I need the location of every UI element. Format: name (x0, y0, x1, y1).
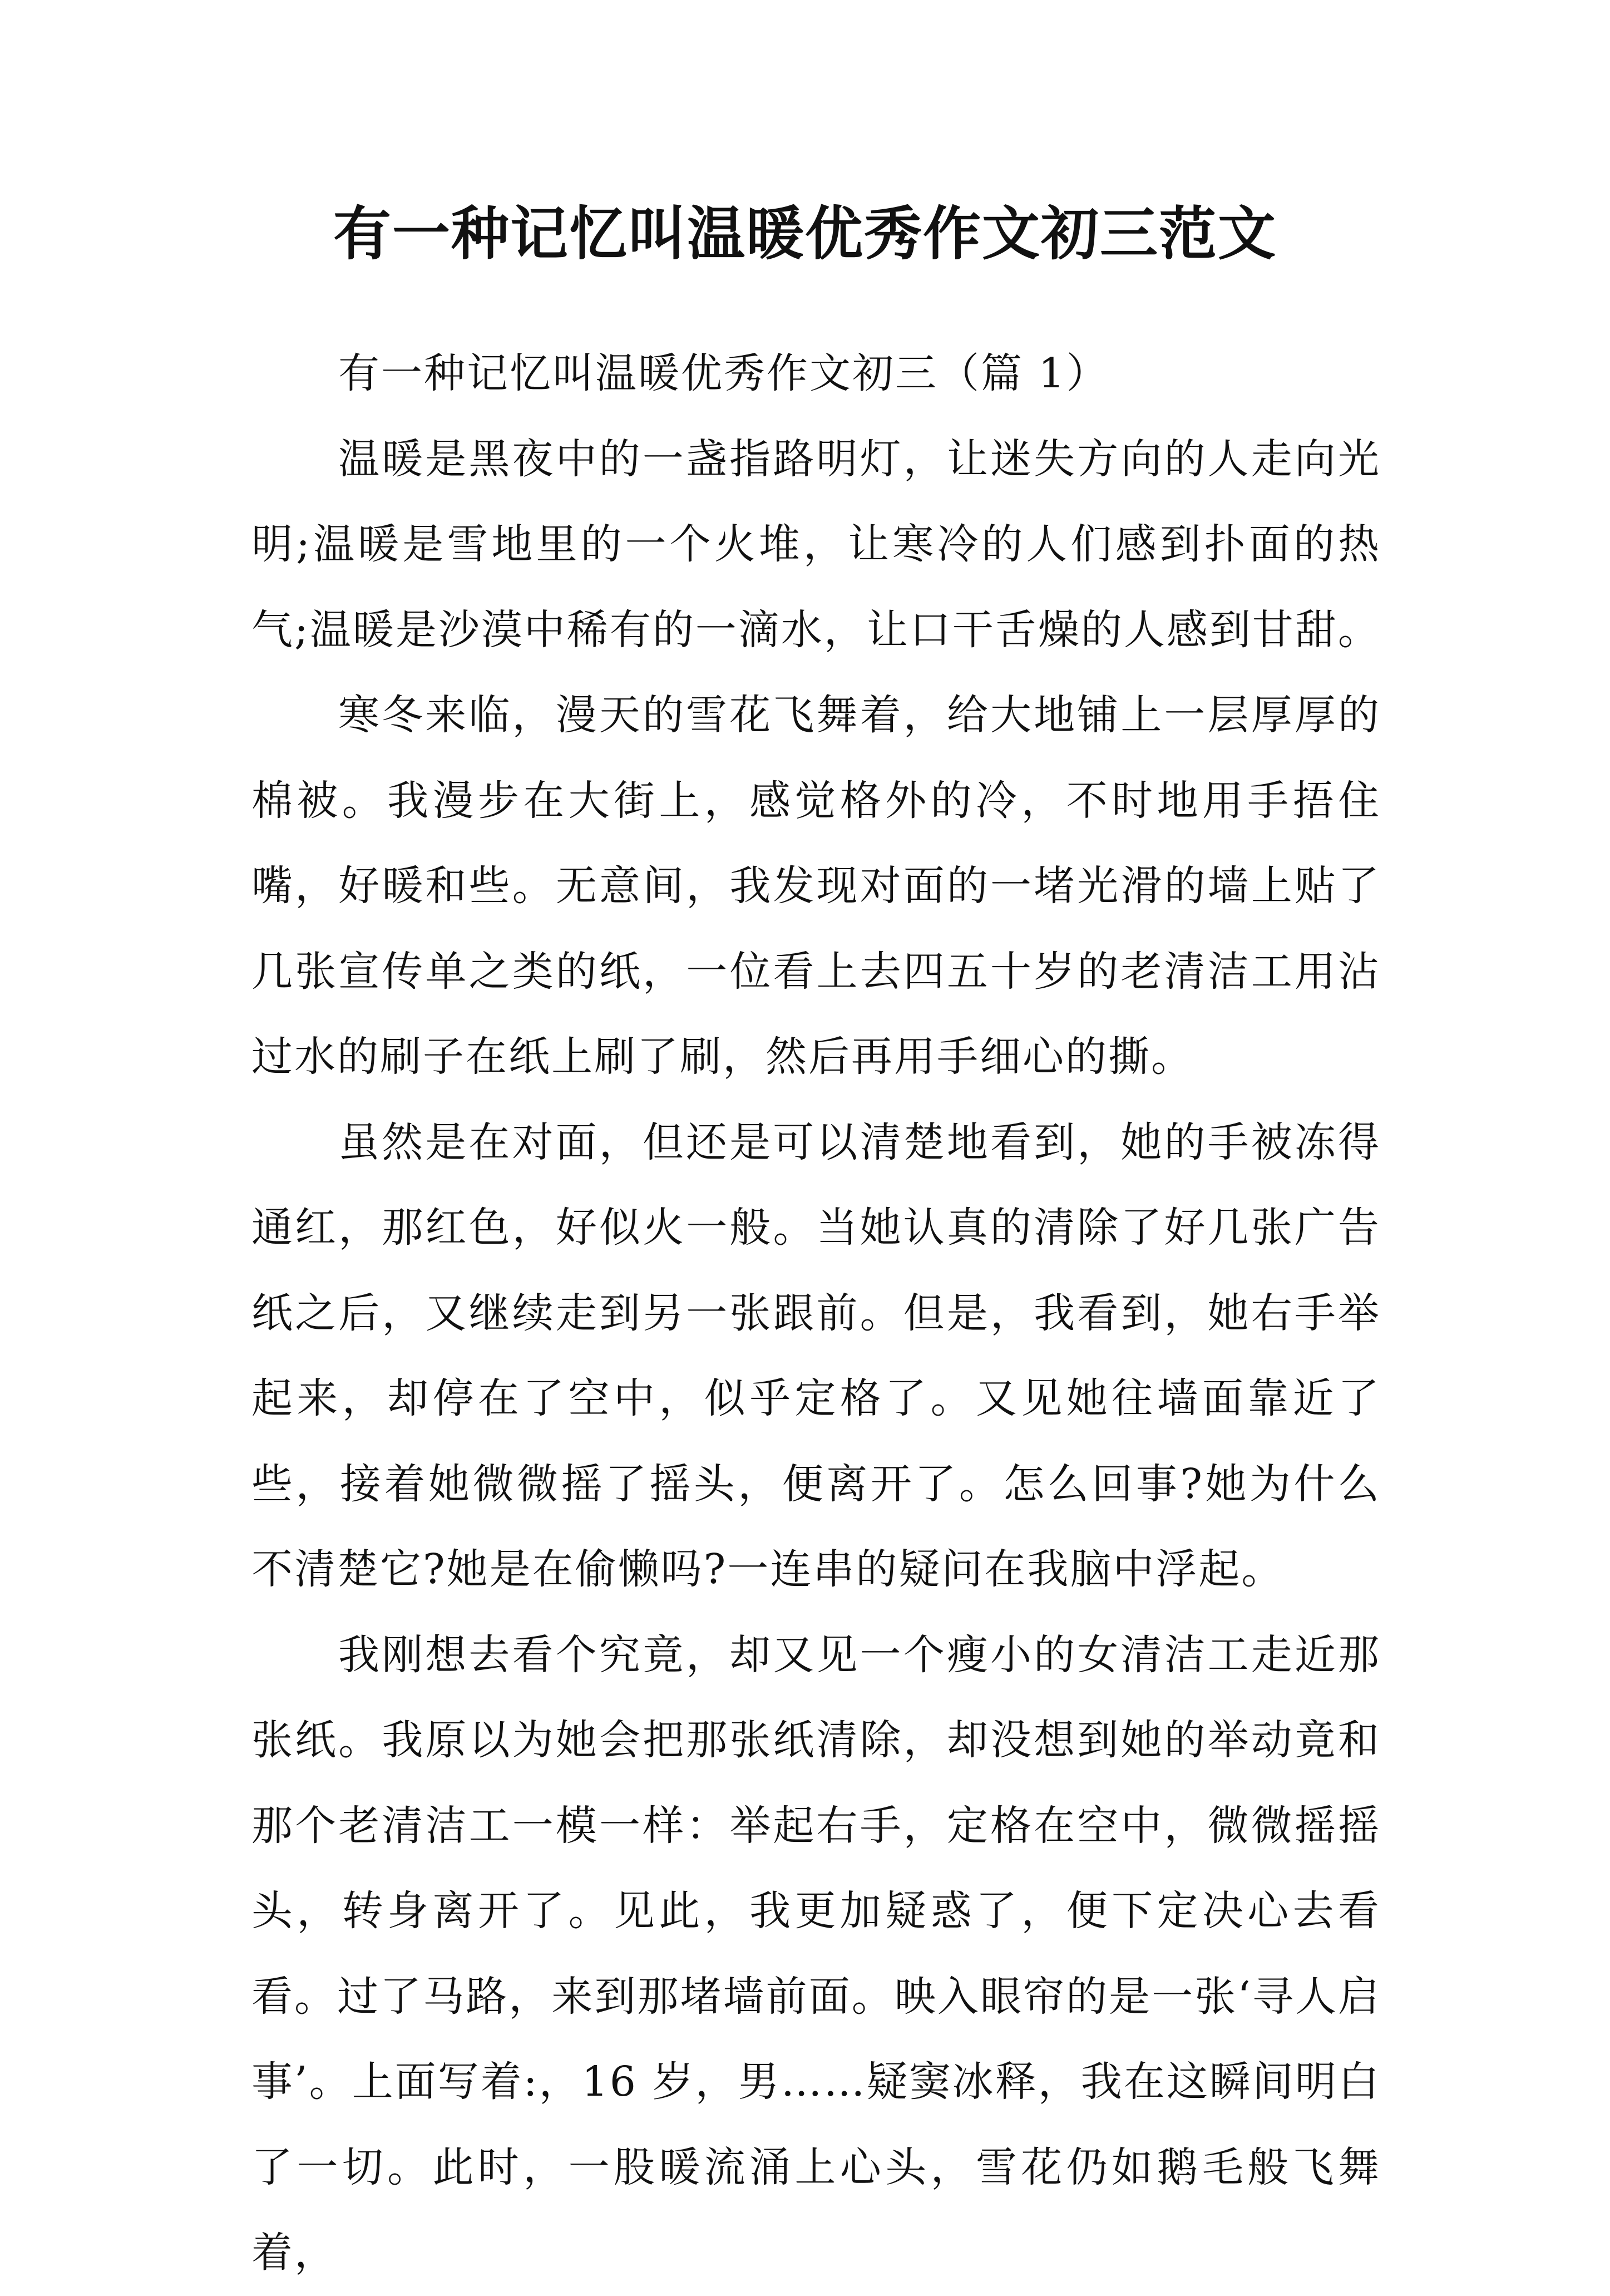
paragraph-1: 温暖是黑夜中的一盏指路明灯，让迷失方向的人走向光明;温暖是雪地里的一个火堆，让寒冷的人们感到扑面的热气;温暖是沙漠中稀有的一滴水，让口干舌燥的人感到甘甜。 (251, 435, 1381, 654)
section-heading: 有一种记忆叫温暖优秀作文初三（篇 1） (338, 349, 1109, 397)
paragraph-2: 寒冬来临，漫天的雪花飞舞着，给大地铺上一层厚厚的棉被。我漫步在大街上，感觉格外的冷，不时地用手捂住嘴，好暖和些。无意间，我发现对面的一堵光滑的墙上贴了几张宣传单之类的纸，一位看上去四五十岁的老清洁工用沾过水的刷子在纸上刷了刷，然后再用手细心的撕。 (251, 691, 1381, 1081)
paragraph-4: 我刚想去看个究竟，却又见一个瘦小的女清洁工走近那张纸。我原以为她会把那张纸清除，却没想到她的举动竟和那个老清洁工一模一样：举起右手，定格在空中，微微摇摇头，转身离开了。见此，我更加疑惑了，便下定决心去看看。过了马路，来到那堵墙前面。映入眼帘的是一张‘寻人启事’。上面写着:，16 岁，男……疑窦冰释，我在这瞬间明白了一切。此时，一股暖流涌上心头，雪花仍如鹅毛般飞舞着， (251, 1630, 1381, 2277)
document-body (251, 331, 1381, 2296)
document-title: 有一种记忆叫温暖优秀作文初三范文 (333, 200, 1277, 268)
paragraph-3: 虽然是在对面，但还是可以清楚地看到，她的手被冻得通红，那红色，好似火一般。当她认真的清除了好几张广告纸之后，又继续走到另一张跟前。但是，我看到，她右手举起来，却停在了空中，似乎定格了。又见她往墙面靠近了些，接着她微微摇了摇头，便离开了。怎么回事?她为什么不清楚它?她是在偷懒吗?一连串的疑问在我脑中浮起。 (251, 1118, 1381, 1593)
